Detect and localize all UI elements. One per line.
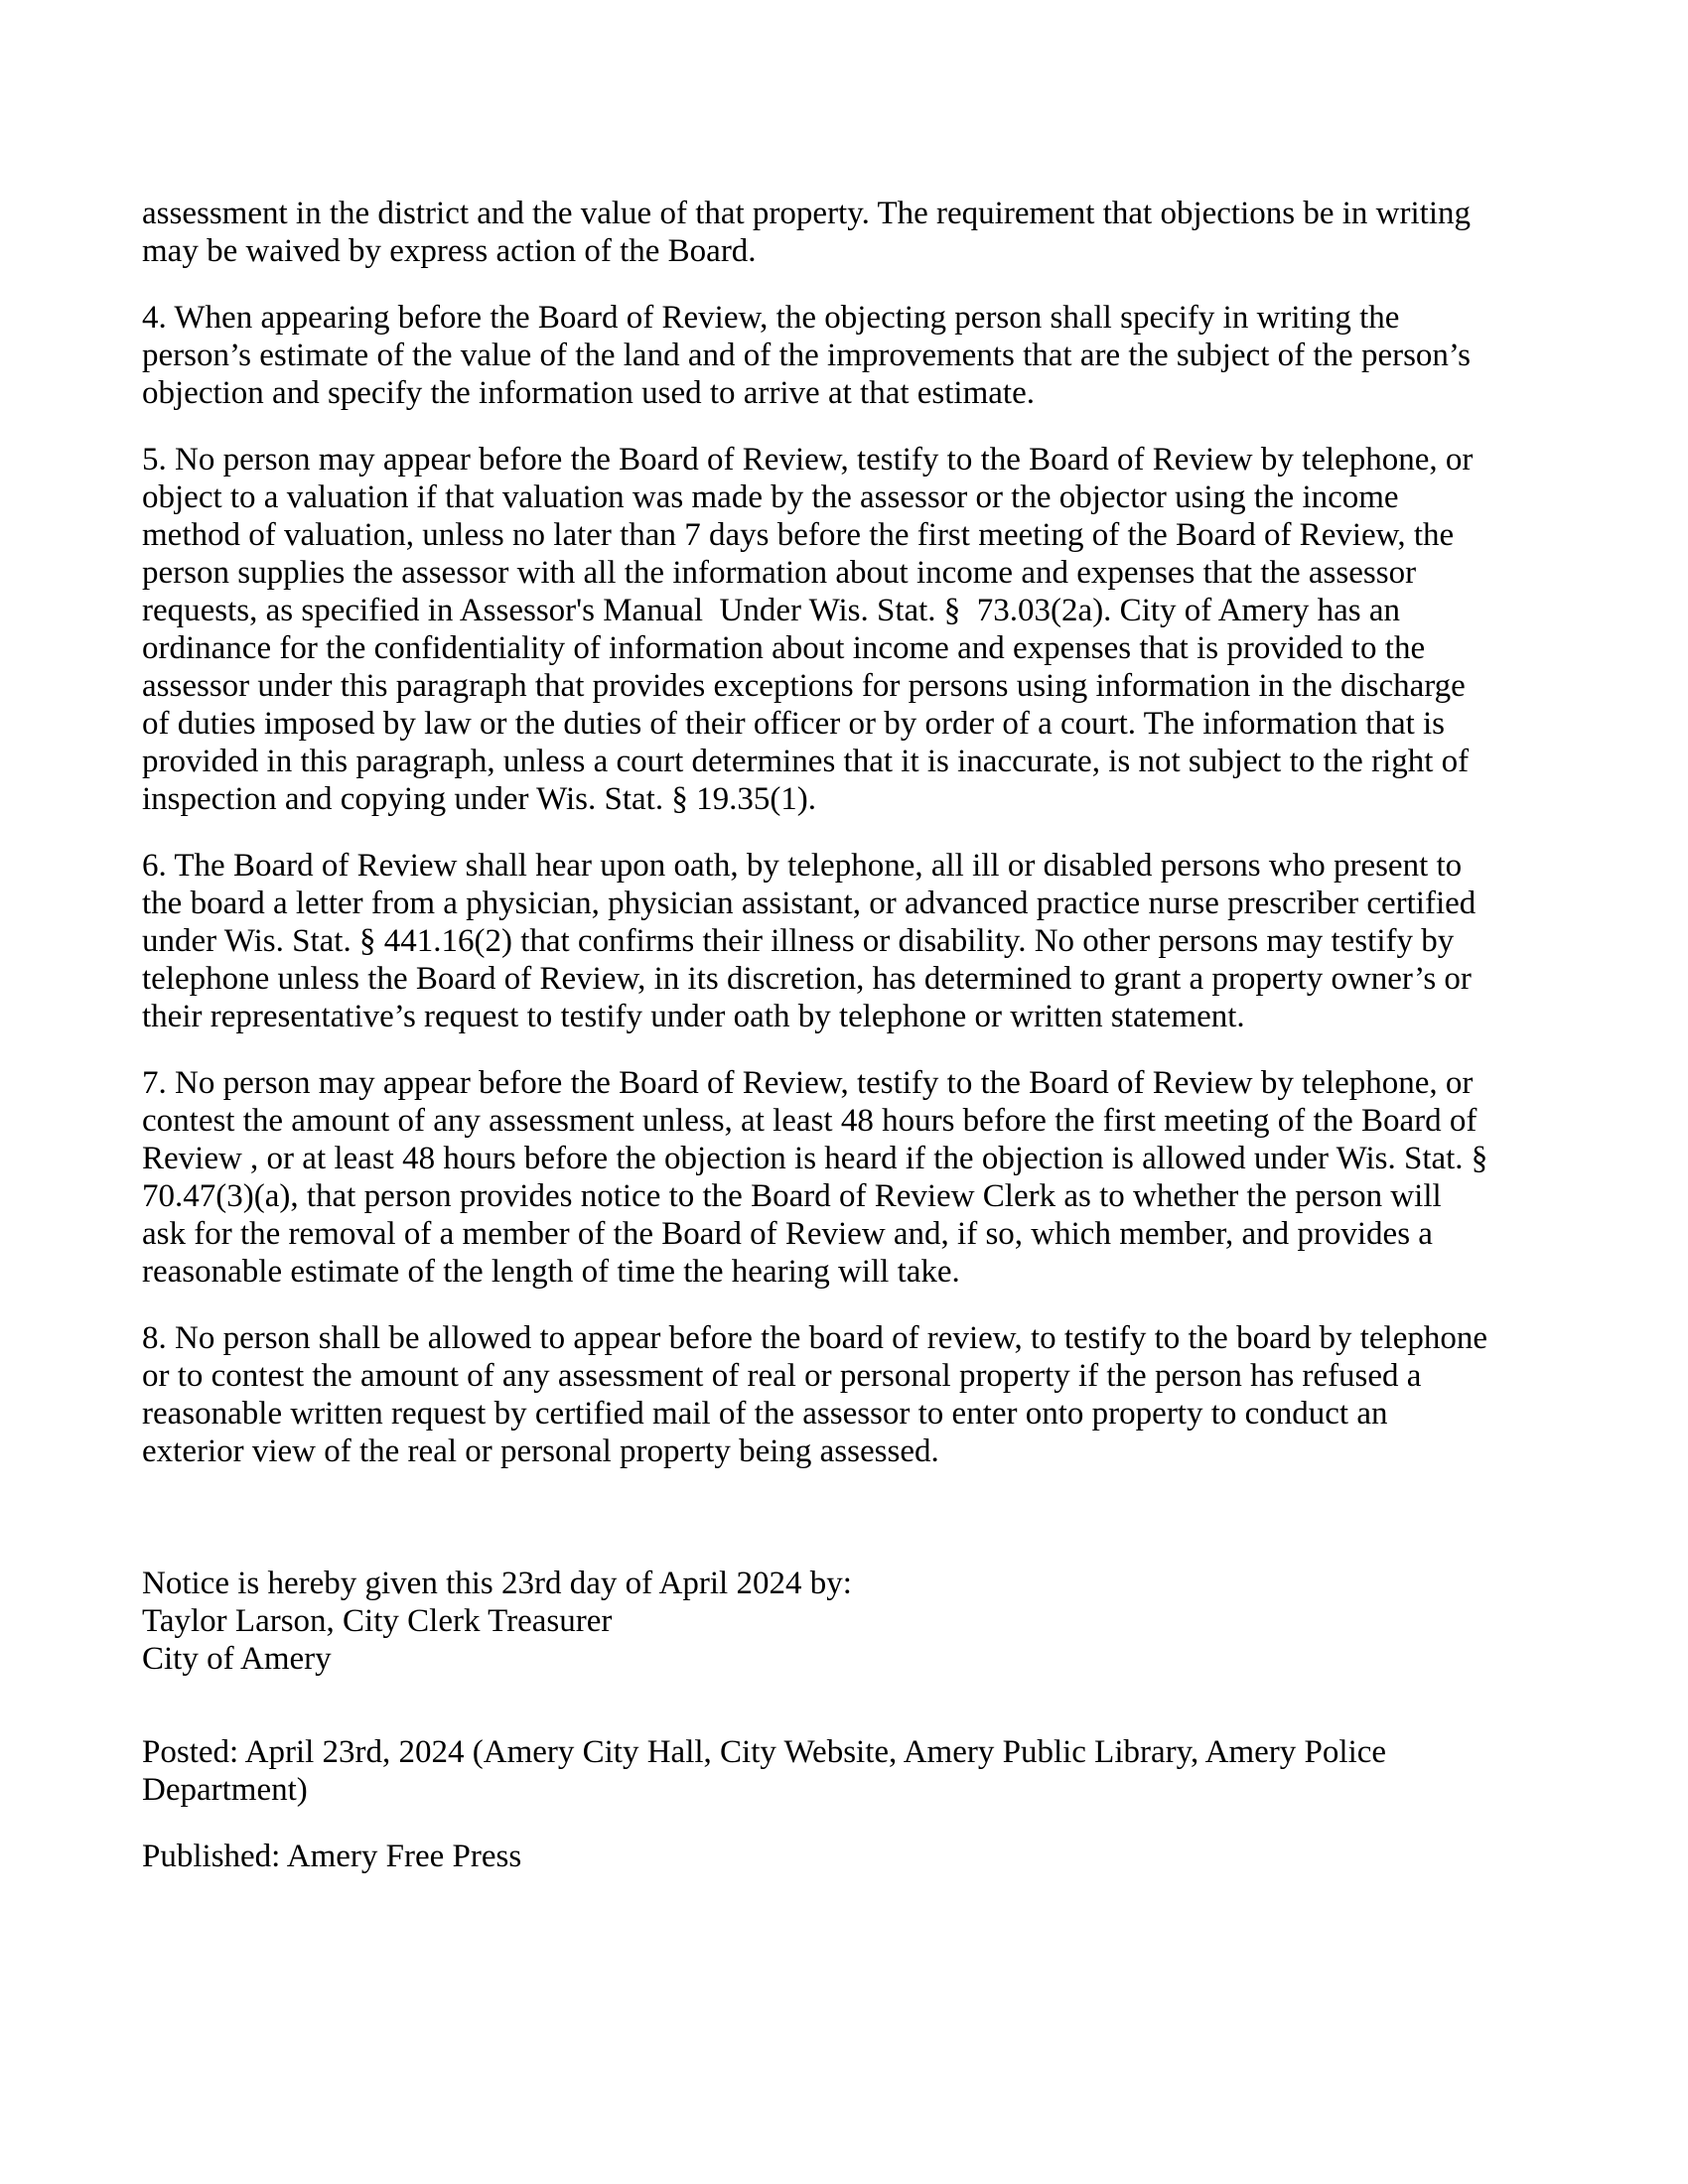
paragraph-item-5: 5. No person may appear before the Board of Review, testify to the Board of Review by telephone, or object to a valuation if that valuation was made by the assessor or the objector using the income method of valuation, unless no later than 7 days before the first meeting of the Board of Review, the person supplies the assessor with all the information about income and expenses that the assessor requests, as specified in Assessor's Manual Under Wis. Stat. § 73.03(2a). City of Amery has an ordinance for the confidentiality of information about income and expenses that is provided to the assessor under this paragraph that provides exceptions for persons using information in the discharge of duties imposed by law or the duties of their officer or by order of a court. The information that is provided in this paragraph, unless a court determines that it is inaccurate, is not subject to the right of inspection and copying under Wis. Stat. § 19.35(1). — [142, 442, 1481, 817]
attestation-block — [142, 1565, 1488, 1678]
paragraph-item-7: 7. No person may appear before the Board of Review, testify to the Board of Review by telephone, or contest the amount of any assessment unless, at least 48 hours before the first meeting of the Board of Review , or at least 48 hours before the objection is heard if the objection is allowed under Wis. Stat. § 70.47(3)(a), that person provides notice to the Board of Review Clerk as to whether the person will ask for the removal of a member of the Board of Review and, if so, which member, and provides a reasonable estimate of the length of time the hearing will take. — [142, 1065, 1496, 1290]
published-line: Published: Amery Free Press — [142, 1839, 522, 1874]
blank-space — [142, 1499, 1488, 1565]
attestation-clerk-name: Taylor Larson, City Clerk Treasurer — [142, 1603, 613, 1639]
posted-line: Posted: April 23rd, 2024 (Amery City Hall, City Website, Amery Public Library, Amery Police Department) — [142, 1734, 1395, 1808]
paragraph-continuation: assessment in the district and the value of that property. The requirement that objections be in writing may be waived by express action of the Board. — [142, 196, 1479, 269]
blank-space — [142, 1678, 1488, 1733]
attestation-given-line: Notice is hereby given this 23rd day of April 2024 by: — [142, 1566, 852, 1601]
paragraph-item-8: 8. No person shall be allowed to appear before the board of review, to testify to the board by telephone or to contest the amount of any assessment of real or personal property if the person has refused a reasonable written request by certified mail of the assessor to enter onto property to conduct an exterior view of the real or personal property being assessed. — [142, 1320, 1496, 1469]
document-page — [142, 195, 1496, 1904]
paragraph-item-6: 6. The Board of Review shall hear upon oath, by telephone, all ill or disabled persons who present to the board a letter from a physician, physician assistant, or advanced practice nurse prescriber certified under Wis. Stat. § 441.16(2) that confirms their illness or disability. No other persons may testify by telephone unless the Board of Review, in its discretion, has determined to grant a property owner’s or their representative’s request to testify under oath by telephone or written statement. — [142, 848, 1484, 1034]
attestation-city-name: City of Amery — [142, 1641, 332, 1677]
paragraph-item-4: 4. When appearing before the Board of Review, the objecting person shall specify in writing the person’s estimate of the value of the land and of the improvements that are the subject of the person’s objection and specify the information used to arrive at that estimate. — [142, 300, 1479, 411]
